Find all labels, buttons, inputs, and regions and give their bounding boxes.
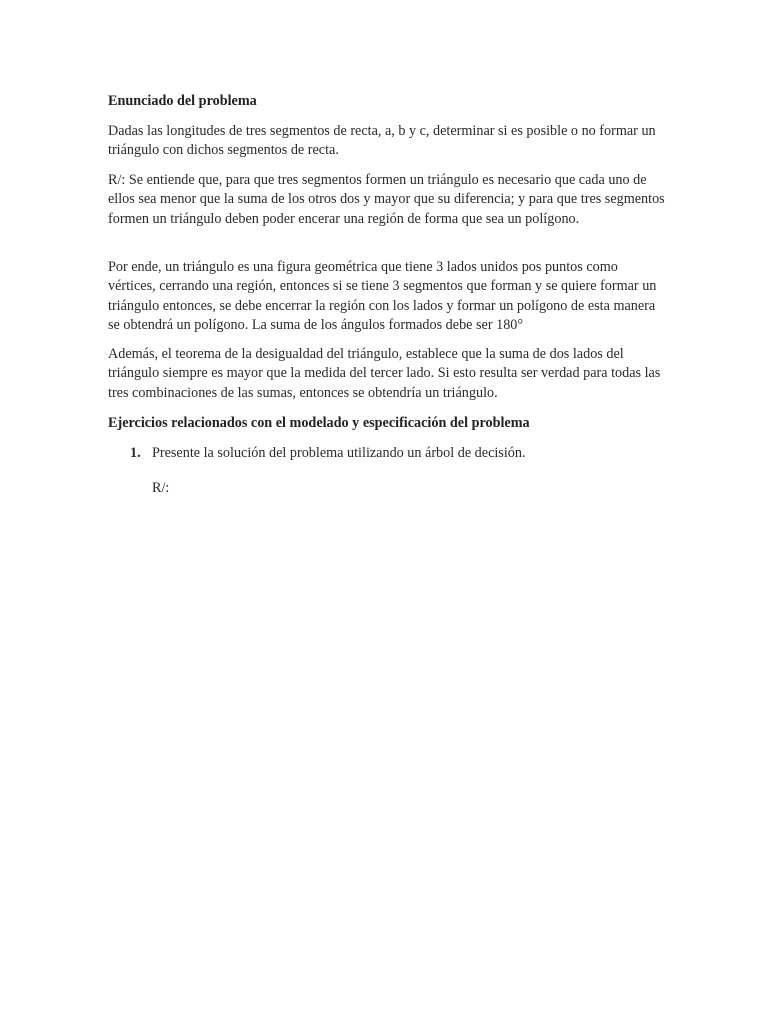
section-title: Enunciado del problema: [108, 93, 257, 109]
list-item-text: Presente la solución del problema utilizando un árbol de decisión.: [152, 445, 526, 461]
exercises-heading: Ejercicios relacionados con el modelado y especificación del problema: [108, 415, 530, 431]
explanation-paragraph: Por ende, un triángulo es una figura geométrica que tiene 3 lados unidos pos puntos como vértices, cerrando una región, entonces si se tiene 3 segmentos que forman y se quiere formar un triángulo entonces, se debe encerrar la región con los lados y formar un polígono de esta manera se obtendrá un polígono. La suma de los ángulos formados debe ser 180°: [108, 259, 657, 333]
list-item-number: 1.: [130, 445, 141, 461]
answer-label: R/:: [152, 480, 170, 496]
answer-paragraph: R/: Se entiende que, para que tres segmentos formen un triángulo es necesario que cada uno de ellos sea menor que la suma de los otros dos y mayor que su diferencia; y para que tres segmentos formen un triángulo deben poder encerar una región de forma que sea un polígono.: [108, 172, 665, 227]
theorem-paragraph: Además, el teorema de la desigualdad del triángulo, establece que la suma de dos lados del triángulo siempre es mayor que la medida del tercer lado. Si esto resulta ser verdad para todas las tres combinaciones de las sumas, entonces se obtendría un triángulo.: [108, 346, 661, 401]
problem-statement-paragraph: Dadas las longitudes de tres segmentos de recta, a, b y c, determinar si es posible o no formar un triángulo con dichos segmentos de recta.: [108, 123, 656, 159]
